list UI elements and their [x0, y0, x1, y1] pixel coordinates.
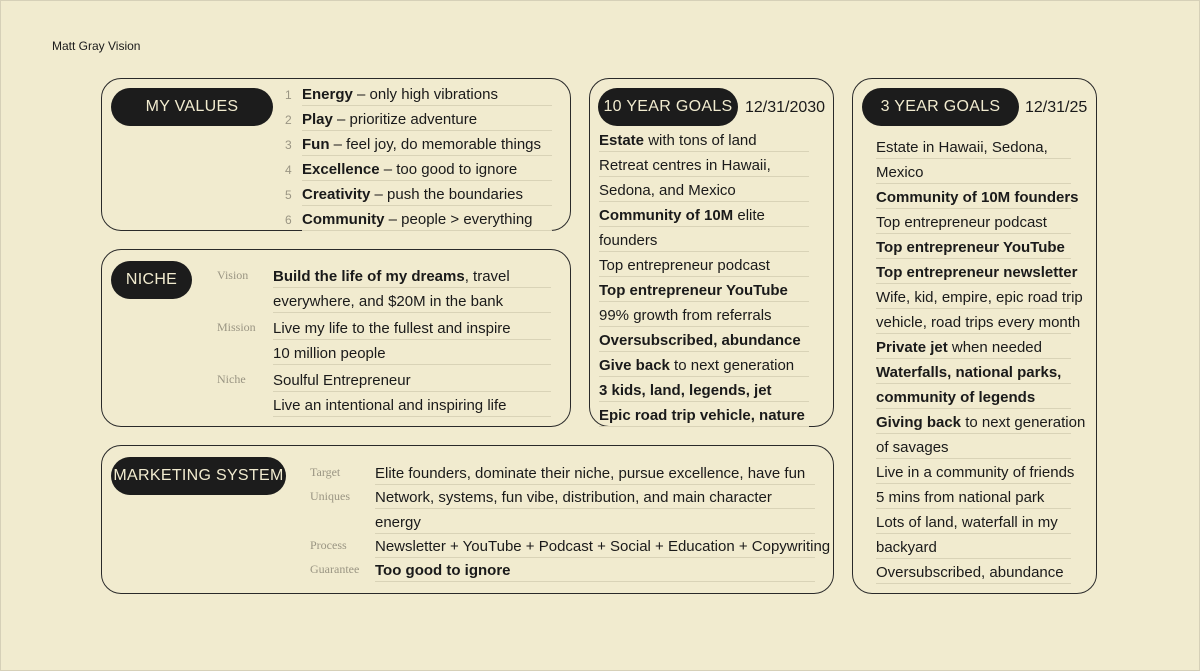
text-segment: Estate — [599, 132, 645, 149]
three-year-goal-line — [876, 513, 1071, 534]
document-title: Matt Gray Vision — [52, 39, 141, 53]
niche-text-line — [273, 292, 551, 313]
niche-text-line — [273, 371, 551, 392]
text-segment: Top entrepreneur podcast — [599, 257, 770, 274]
marketing-text-line — [375, 464, 815, 485]
values-pill: MY VALUES — [111, 88, 273, 126]
niche-label: Mission — [217, 320, 256, 334]
ten-year-goal-line — [599, 156, 809, 177]
text-segment: Too good to ignore — [375, 562, 511, 579]
three-year-goal-line — [876, 388, 1071, 409]
ten-year-goal-line — [599, 406, 809, 427]
ten-year-goal-line — [599, 206, 809, 227]
text-segment: Oversubscribed, abundance — [876, 564, 1064, 581]
three-year-goal-line — [876, 263, 1078, 284]
value-name: Play — [302, 111, 333, 128]
ten-year-pill: 10 YEAR GOALS — [598, 88, 738, 126]
value-item — [302, 185, 552, 206]
niche-text-line — [273, 344, 551, 365]
ten-year-card — [589, 78, 834, 427]
ten-year-goal-line — [599, 381, 809, 402]
text-segment: Elite founders, dominate their niche, pursue excellence, have fun — [375, 465, 806, 482]
marketing-text-line — [375, 513, 815, 534]
text-segment: when needed — [947, 339, 1042, 356]
value-number: 3 — [285, 138, 292, 152]
marketing-text-line — [375, 488, 815, 509]
text-segment: backyard — [876, 539, 937, 556]
niche-card — [101, 249, 571, 427]
niche-label: Vision — [217, 268, 249, 282]
three-year-goal-line — [876, 463, 1075, 484]
value-description: – feel joy, do memorable things — [329, 136, 542, 153]
value-description: – too good to ignore — [379, 161, 518, 178]
text-segment: Give back — [599, 357, 670, 374]
text-segment: Community of 10M founders — [876, 189, 1079, 206]
marketing-text-line — [375, 537, 831, 558]
value-item — [302, 160, 552, 181]
value-number: 4 — [285, 163, 292, 177]
text-segment: Waterfalls, national parks, — [876, 364, 1062, 381]
text-segment: Top entrepreneur YouTube — [599, 282, 788, 299]
text-segment: Top entrepreneur newsletter — [876, 264, 1078, 281]
value-number: 2 — [285, 113, 292, 127]
three-year-goal-line — [876, 288, 1083, 309]
text-segment: with tons of land — [644, 132, 757, 149]
text-segment: vehicle, road trips every month — [876, 314, 1081, 331]
text-segment: founders — [599, 232, 658, 249]
text-segment: Private jet — [876, 339, 948, 356]
ten-year-goal-line — [599, 131, 809, 152]
text-segment: of savages — [876, 439, 949, 456]
three-year-goal-line — [876, 238, 1071, 259]
text-segment: Giving back — [876, 414, 962, 431]
value-number: 1 — [285, 88, 292, 102]
ten-year-goal-line — [599, 256, 809, 277]
ten-year-goal-line — [599, 181, 809, 202]
ten-year-date: 12/31/2030 — [745, 99, 826, 116]
value-name: Fun — [302, 136, 330, 153]
value-description: – only high vibrations — [352, 86, 498, 103]
three-year-goal-line — [876, 438, 1071, 459]
three-year-goal-line — [876, 538, 1071, 559]
text-segment: 10 million people — [273, 345, 386, 362]
text-segment: 5 mins from national park — [876, 489, 1045, 506]
text-segment: Live my life to the fullest and inspire — [273, 320, 511, 337]
niche-text-line — [273, 396, 551, 417]
value-description: – prioritize adventure — [332, 111, 478, 128]
niche-label: Niche — [217, 372, 246, 386]
value-description: – people > everything — [384, 211, 533, 228]
three-year-goal-line — [876, 338, 1071, 359]
text-segment: energy — [375, 514, 421, 531]
three-year-goal-line — [876, 488, 1071, 509]
text-segment: Lots of land, waterfall in my — [876, 514, 1058, 531]
value-item — [302, 110, 552, 131]
marketing-label: Guarantee — [310, 562, 360, 576]
value-name: Energy — [302, 86, 353, 103]
niche-text-line — [273, 267, 551, 288]
ten-year-goal-line — [599, 306, 809, 327]
text-segment: Network, systems, fun vibe, distribution, and main character — [375, 489, 772, 506]
text-segment: Sedona, and Mexico — [599, 182, 736, 199]
marketing-text-line — [375, 561, 815, 582]
three-year-goal-line — [876, 188, 1079, 209]
text-segment: , travel — [464, 268, 510, 285]
text-segment: Retreat centres in Hawaii, — [599, 157, 771, 174]
three-year-goal-line — [876, 363, 1071, 384]
text-segment: Community of 10M — [599, 207, 734, 224]
value-item — [302, 210, 552, 231]
text-segment: Oversubscribed, abundance — [599, 332, 801, 349]
text-segment: Wife, kid, empire, epic road trip — [876, 289, 1083, 306]
text-segment: Top entrepreneur podcast — [876, 214, 1047, 231]
three-year-goal-line — [876, 413, 1086, 434]
three-year-goal-line — [876, 313, 1081, 334]
text-segment: Build the life of my dreams — [273, 268, 465, 285]
marketing-pill: MARKETING SYSTEM — [111, 457, 286, 495]
text-segment: elite — [733, 207, 765, 224]
values-card — [101, 78, 571, 231]
value-description: – push the boundaries — [370, 186, 523, 203]
niche-pill: NICHE — [111, 261, 192, 299]
text-segment: Live an intentional and inspiring life — [273, 397, 507, 414]
marketing-label: Process — [310, 538, 347, 552]
value-item — [302, 135, 552, 156]
text-segment: 99% growth from referrals — [599, 307, 772, 324]
value-name: Excellence — [302, 161, 380, 178]
text-segment: Epic road trip vehicle, nature — [599, 407, 805, 424]
ten-year-goal-line — [599, 331, 809, 352]
marketing-card — [101, 445, 834, 594]
three-year-goal-line — [876, 563, 1071, 584]
niche-text-line — [273, 319, 551, 340]
three-year-goal-line — [876, 138, 1071, 159]
value-item — [302, 85, 552, 106]
text-segment: Soulful Entrepreneur — [273, 372, 411, 389]
three-year-date: 12/31/25 — [1025, 99, 1088, 116]
text-segment: Live in a community of friends — [876, 464, 1075, 481]
three-year-goal-line — [876, 213, 1071, 234]
three-year-pill: 3 YEAR GOALS — [862, 88, 1019, 126]
ten-year-goal-line — [599, 231, 809, 252]
text-segment: to next generation — [669, 357, 795, 374]
text-segment: community of legends — [876, 389, 1036, 406]
text-segment: Mexico — [876, 164, 924, 181]
text-segment: Top entrepreneur YouTube — [876, 239, 1065, 256]
text-segment: Newsletter + YouTube + Podcast + Social + Education + Copywriting — [375, 538, 831, 555]
text-segment: Estate in Hawaii, Sedona, — [876, 139, 1048, 156]
value-name: Community — [302, 211, 385, 228]
value-number: 5 — [285, 188, 292, 202]
marketing-label: Uniques — [310, 489, 350, 503]
three-year-goal-line — [876, 163, 1071, 184]
ten-year-goal-line — [599, 356, 809, 377]
value-number: 6 — [285, 213, 292, 227]
text-segment: everywhere, and $20M in the bank — [273, 293, 504, 310]
three-year-card — [852, 78, 1097, 594]
text-segment: 3 kids, land, legends, jet — [599, 382, 772, 399]
marketing-label: Target — [310, 465, 341, 479]
ten-year-goal-line — [599, 281, 809, 302]
text-segment: to next generation — [961, 414, 1086, 431]
value-name: Creativity — [302, 186, 371, 203]
